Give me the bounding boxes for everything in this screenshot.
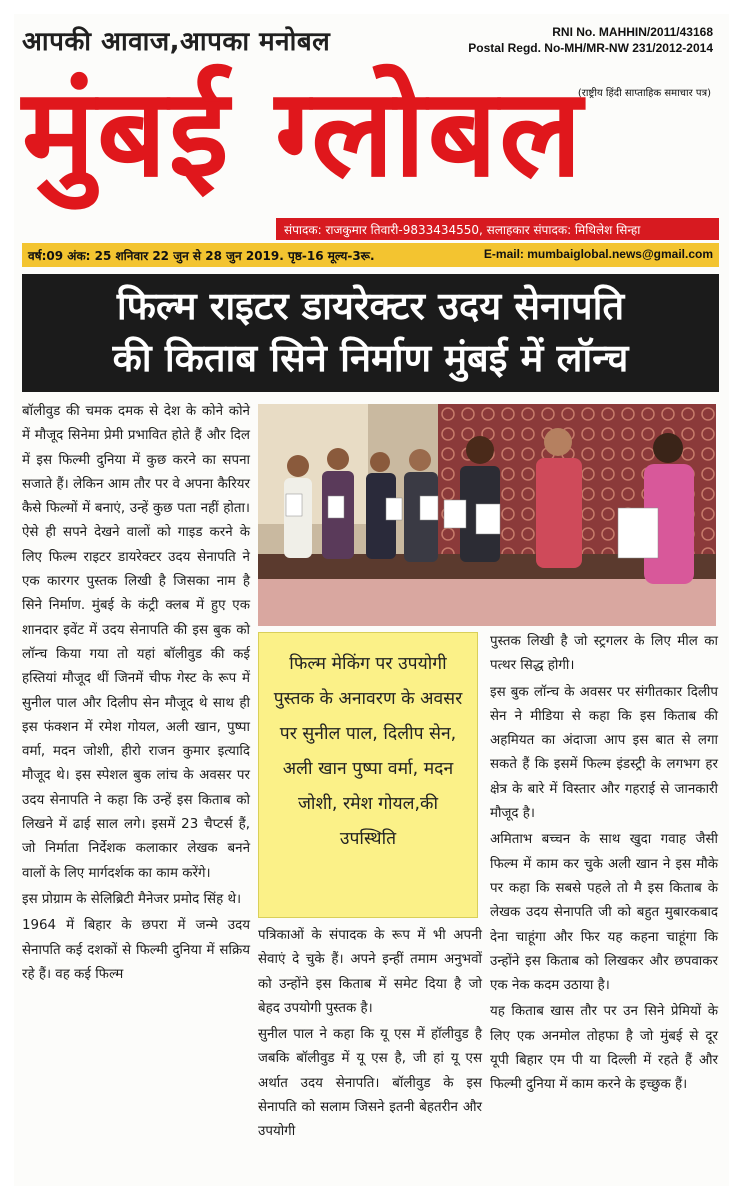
paragraph: इस बुक लॉन्च के अवसर पर संगीतकार दिलीप सेन ने मीडिया से कहा कि इस किताब की अहमियत का अंदाजा आप इस बात से लगा सकते हैं कि इसमें फिल्म इंडस्ट्री के लगभग हर क्षेत्र के बारे में विस्तार और गहराई से जानकारी मौजूद है। xyxy=(490,684,718,822)
registration-info xyxy=(468,24,713,56)
postal-registration: Postal Regd. No-MH/MR-NW 231/2012-2014 xyxy=(468,41,713,55)
issue-details: वर्ष:09 अंक: 25 शनिवार 22 जुन से 28 जुन 2019. पृष्ठ-16 मूल्य-3रू. xyxy=(28,249,375,263)
slogan: आपकी आवाज,आपका मनोबल xyxy=(22,27,331,57)
event-photo xyxy=(258,404,716,626)
paragraph: बॉलीवुड की चमक दमक से देश के कोने कोने में मौजूद सिनेमा प्रेमी प्रभावित होते हैं और दिल में इस फिल्मी दुनिया में कुछ करने का सपना सजाते हैं। लेकिन आम तौर पर वे अपना कैरियर कैसे फिल्मों में बनाएं, उन्हें कुछ पता नहीं होता। ऐसे ही सपने देखने वालों को गाइड करने के लिए फिल्म राइटर डायरेक्टर उदय सेनापति ने एक कारगर पुस्तक लिखी है जिसका नाम है सिने निर्माण. मुंबई के कंट्री क्लब में हुए एक शानदार इवेंट में उदय सेनापति की इस बुक को लॉन्च किया गया तो यहां बॉलीवुड की कई हस्तियां मौजूद थीं जिनमें चीफ गेस्ट के रूप में सुनील पाल और दिलीप सेन मौजूद थे साथ ही इस फंक्शन में रमेश गोयल, अली खान, पुष्पा वर्मा, मदन जोशी, हीरो राजन कुमार इत्यादि मौजूद थे। इस स्पेशल बुक लांच के अवसर पर उदय सेनापति ने कहा कि उन्हें इस किताब को लिखने में ढाई साल लगे। इसमें 23 चैप्टर्स हैं, जो निर्माता निर्देशक कलाकार लेखक बनने वालों के लिए मार्गदर्शक का काम करेंगे। xyxy=(22,404,250,881)
paragraph: पत्रिकाओं के संपादक के रूप में भी अपनी सेवाएं दे चुके हैं। अपने इन्हीं तमाम अनुभवों को उन्होंने इस किताब में समेट दिया है जो बेहद उपयोगी पुस्तक है। xyxy=(258,928,482,1016)
email-address: E-mail: mumbaiglobal.news@gmail.com xyxy=(483,247,713,261)
paragraph: अमिताभ बच्चन के साथ खुदा गवाह जैसी फिल्म में काम कर चुके अली खान ने इस मौके पर कहा कि सबसे पहले तो मै इस किताब के लेखक उदय सेनापति जी को बहुत मुबारकबाद देना चाहूंगा और फिर यह कहना चाहूंगा कि उन्होंने इस किताब को लिखकर और छपवाकर एक नेक कदम उठाया है। xyxy=(490,832,718,994)
paragraph: इस प्रोग्राम के सेलिब्रिटी मैनेजर प्रमोद सिंह थे। xyxy=(22,891,242,907)
article-column-left xyxy=(22,400,250,989)
rni-number: RNI No. MAHHIN/2011/43168 xyxy=(552,25,713,39)
paragraph: यह किताब खास तौर पर उन सिने प्रेमियों के लिए एक अनमोल तोहफा है जो मुंबई से दूर यूपी बिहार एम पी या दिल्ली में रहते हैं और फिल्मी दुनिया में काम करने के इच्छुक हैं। xyxy=(490,1004,718,1093)
headline-line-2: की किताब सिने निर्माण मुंबई में लॉन्च xyxy=(112,336,629,380)
article-column-middle xyxy=(258,924,482,1147)
editor-bar: संपादक: राजकुमार तिवारी-9833434550, सलाहकार संपादक: मिथिलेश सिन्हा xyxy=(276,218,719,240)
newspaper-logo: मुंबई ग्लोबल xyxy=(22,62,584,204)
book-launch-photo xyxy=(258,404,716,626)
paragraph: 1964 में बिहार के छपरा में जन्मे उदय सेनापति कई दशकों से फिल्मी दुनिया में सक्रिय रहे हैं। वह कई फिल्म xyxy=(22,918,250,982)
highlight-box: फिल्म मेकिंग पर उपयोगी पुस्तक के अनावरण के अवसर पर सुनील पाल, दिलीप सेन, अली खान पुष्पा वर्मा, मदन जोशी, रमेश गोयल,की उपस्थिति xyxy=(258,632,478,918)
headline-line-1: फिल्म राइटर डायरेक्टर उदय सेनापति xyxy=(116,284,625,328)
paragraph: पुस्तक लिखी है जो स्ट्रगलर के लिए मील का पत्थर सिद्ध होगी। xyxy=(490,634,718,674)
paper-type: (राष्ट्रीय हिंदी साप्ताहिक समाचार पत्र) xyxy=(577,88,711,99)
paragraph: सुनील पाल ने कहा कि यू एस में हॉलीवुड है जबकि बॉलीवुड में यू एस है, जी हां यू एस अर्थात उदय सेनापति। बॉलीवुड के इस सेनापति को सलाम जिसने इतनी बेहतरीन और उपयोगी xyxy=(258,1027,482,1140)
issue-bar xyxy=(22,243,719,267)
article-column-right xyxy=(490,630,718,1100)
headline xyxy=(22,274,719,392)
